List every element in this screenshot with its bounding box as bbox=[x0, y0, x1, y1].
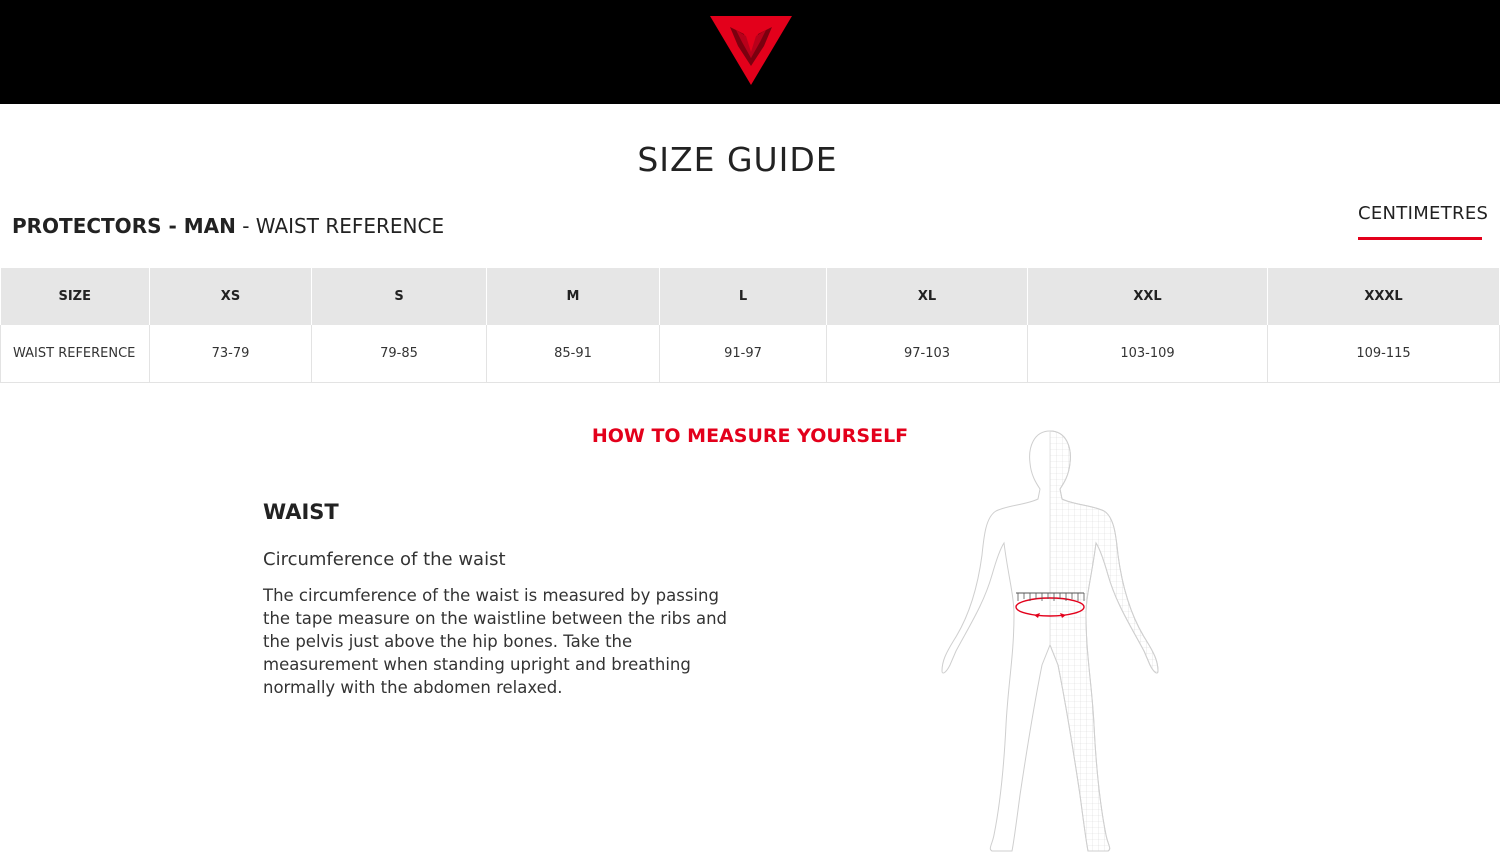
top-bar bbox=[0, 0, 1500, 104]
header-cell-xxl: XXL bbox=[1028, 268, 1268, 325]
body-measure-figure-icon bbox=[930, 425, 1170, 855]
cell-xs: 73-79 bbox=[150, 325, 312, 383]
cell-m: 85-91 bbox=[487, 325, 660, 383]
section-heading-category: PROTECTORS - MAN bbox=[12, 214, 236, 238]
section-heading-reference: WAIST REFERENCE bbox=[255, 214, 445, 238]
header-cell-xl: XL bbox=[827, 268, 1028, 325]
cell-xxl: 103-109 bbox=[1028, 325, 1268, 383]
table-header-row bbox=[1, 268, 1500, 325]
header-cell-xxxl: XXXL bbox=[1268, 268, 1500, 325]
dainese-demon-logo-icon[interactable] bbox=[706, 12, 796, 87]
waist-title: WAIST bbox=[263, 500, 339, 524]
waist-subtitle: Circumference of the waist bbox=[263, 549, 506, 570]
table-row bbox=[1, 325, 1500, 383]
active-tab-underline bbox=[1358, 237, 1482, 240]
header-cell-m: M bbox=[487, 268, 660, 325]
section-heading-separator: - bbox=[235, 214, 256, 238]
waist-description: The circumference of the waist is measured by passing the tape measure on the waistline between the ribs and the pelvis just above the hip bones. Take the measurement when standing upright and breathing normally with the abdomen relaxed. bbox=[263, 586, 728, 697]
row-label-waist-reference: WAIST REFERENCE bbox=[1, 325, 150, 383]
size-table bbox=[0, 268, 1500, 383]
page-title: SIZE GUIDE bbox=[637, 140, 838, 179]
header-cell-xs: XS bbox=[150, 268, 312, 325]
tab-centimetres-label: CENTIMETRES bbox=[1358, 203, 1489, 224]
cell-xl: 97-103 bbox=[827, 325, 1028, 383]
section-heading bbox=[12, 214, 444, 238]
cell-xxxl: 109-115 bbox=[1268, 325, 1500, 383]
cell-s: 79-85 bbox=[312, 325, 487, 383]
tab-centimetres[interactable] bbox=[1358, 203, 1489, 224]
header-cell-s: S bbox=[312, 268, 487, 325]
how-to-measure-heading: HOW TO MEASURE YOURSELF bbox=[591, 425, 909, 447]
header-cell-size: SIZE bbox=[1, 268, 150, 325]
header-cell-l: L bbox=[660, 268, 827, 325]
cell-l: 91-97 bbox=[660, 325, 827, 383]
